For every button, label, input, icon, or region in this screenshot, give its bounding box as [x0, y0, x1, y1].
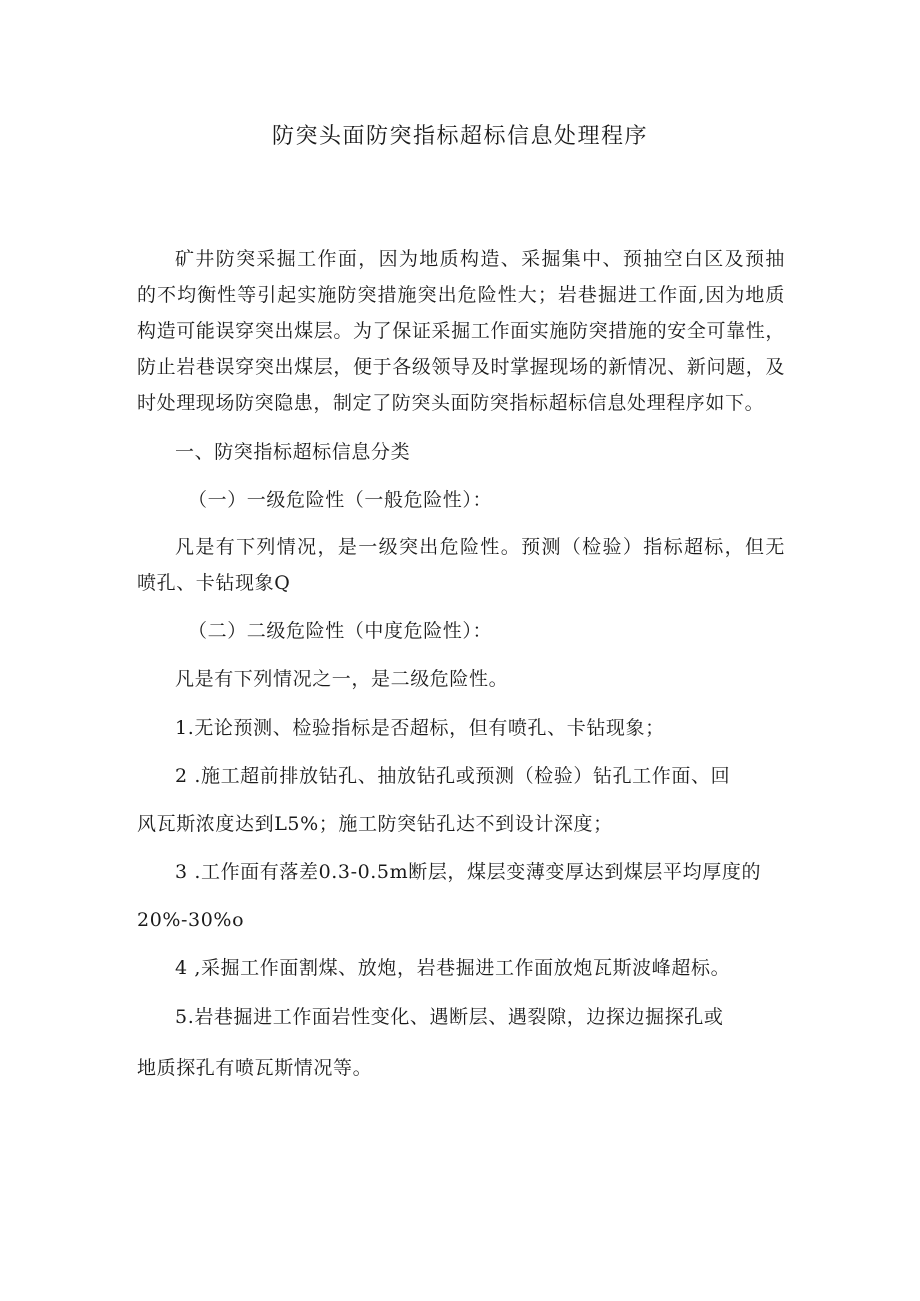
paragraph-line-3: 构造可能误穿突出煤层。为了保证采掘工作面实施防突措施的安全可靠性，	[137, 320, 785, 342]
list-item-3-cont: 20%-30%o	[137, 909, 245, 931]
subsection-heading-1: （一）一级危险性（一般危险性）：	[188, 489, 493, 511]
subsection-heading-2: （二）二级危险性（中度危险性）：	[188, 620, 493, 642]
list-item-3: 3 .工作面有落差0.3-0.5m断层，煤层变薄变厚达到煤层平均厚度的	[175, 861, 762, 883]
list-item-2: 2 .施工超前排放钻孔、抽放钻孔或预测（检验）钻孔工作面、回	[175, 765, 731, 787]
paragraph-line-5: 时处理现场防突隐患，制定了防突头面防突指标超标信息处理程序如下。	[137, 392, 765, 414]
list-item-1: 1.无论预测、检验指标是否超标，但有喷孔、卡钻现象；	[175, 717, 665, 739]
document-title: 防突头面防突指标超标信息处理程序	[271, 124, 648, 149]
paragraph-line-6: 凡是有下列情况，是一级突出危险性。预测（检验）指标超标，但无	[175, 536, 785, 558]
list-item-4: 4 ,采掘工作面割煤、放炮，岩巷掘进工作面放炮瓦斯波峰超标。	[175, 957, 731, 979]
list-item-2-cont: 风瓦斯浓度达到L5%；施工防突钻孔达不到设计深度；	[137, 813, 613, 835]
list-item-5-cont: 地质探孔有喷瓦斯情况等。	[137, 1057, 373, 1079]
list-item-5: 5.岩巷掘进工作面岩性变化、遇断层、遇裂隙，边探边掘探孔或	[175, 1006, 724, 1028]
paragraph-line-8: 凡是有下列情况之一，是二级危险性。	[175, 668, 509, 690]
paragraph-line-1: 矿井防突采掘工作面，因为地质构造、采掘集中、预抽空白区及预抽	[175, 248, 785, 270]
paragraph-line-7: 喷孔、卡钻现象Q	[137, 572, 291, 594]
paragraph-line-4: 防止岩巷误穿突出煤层，便于各级领导及时掌握现场的新情况、新问题，及	[137, 356, 785, 378]
section-heading-1: 一、防突指标超标信息分类	[175, 441, 411, 463]
paragraph-line-2: 的不均衡性等引起实施防突措施突出危险性大；岩巷掘进工作面,因为地质	[137, 284, 785, 306]
